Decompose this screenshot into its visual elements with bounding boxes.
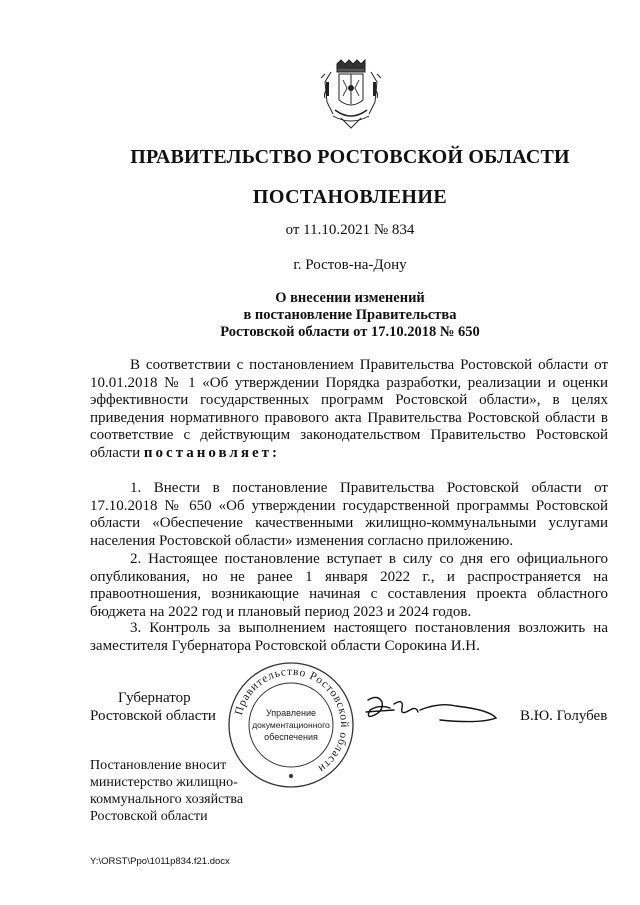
document-type-title: ПОСТАНОВЛЕНИЕ xyxy=(252,186,448,208)
document-city: г. Ростов-на-Дону xyxy=(293,257,407,273)
organization-title: ПРАВИТЕЛЬСТВО РОСТОВСКОЙ ОБЛАСТИ xyxy=(130,146,570,168)
signatory-title-line: Губернатор xyxy=(118,690,191,706)
handwritten-signature xyxy=(360,690,500,732)
subject-line: Ростовской области от 17.10.2018 № 650 xyxy=(220,324,480,340)
signatory-title-line: Ростовской области xyxy=(90,707,216,724)
resolves-keyword: постановляет: xyxy=(143,444,280,461)
stamp-dot xyxy=(289,774,293,778)
stamp-inner-line: обеспечения xyxy=(264,732,318,742)
preamble-paragraph xyxy=(90,357,608,463)
subject-line: О внесении изменений xyxy=(275,290,425,306)
coat-of-arms-emblem xyxy=(315,58,387,130)
subject-line: в постановление Правительства xyxy=(243,307,457,323)
submission-note: Постановление вносит министерство жилищно-коммунального хозяйства Ростовской области xyxy=(90,758,244,824)
file-path-footer: Y:\ORST\Ppo\1011p834.f21.docx xyxy=(90,856,230,867)
item-2-paragraph: 2. Настоящее постановление вступает в силу со дня его официального опубликования, но не ранее 1 января 2022 г., и распространяется на правоотношения, возникающие начиная с составления проекта областного бюджета на 2022 год и плановый период 2023 и 2024 годов. xyxy=(90,551,608,620)
preamble-text: В соответствии с постановлением Правительства Ростовской области от 10.01.2018 № 1 «Об утверждении Порядка разработки, реализации и оценки эффективности государственных программ Ростовской области», в целях приведения нормативного правового акта Правительства Ростовской области в соответствие с действующим законодательством Правительство Ростовской области xyxy=(90,357,608,461)
signatory-title xyxy=(90,690,240,725)
document-subject xyxy=(90,290,610,341)
stamp-inner-line: документационного xyxy=(252,720,330,730)
item-1-paragraph: 1. Внести в постановление Правительства Ростовской области от 17.10.2018 № 650 «Об утверждении государственной программы Ростовской области «Обеспечение качественными жилищно-коммунальными услугами населения Ростовской области» изменения согласно приложению. xyxy=(90,480,608,549)
stamp-inner-line: Управление xyxy=(265,708,317,718)
stamp-ring-path-text: Правительство Ростовской области xyxy=(233,665,351,776)
document-date-number: от 11.10.2021 № 834 xyxy=(285,222,415,238)
signatory-name: В.Ю. Голубев xyxy=(520,708,608,724)
item-3-paragraph: 3. Контроль за выполнением настоящего постановления возложить на заместителя Губернатора Ростовской области Сорокина И.Н. xyxy=(90,620,608,654)
